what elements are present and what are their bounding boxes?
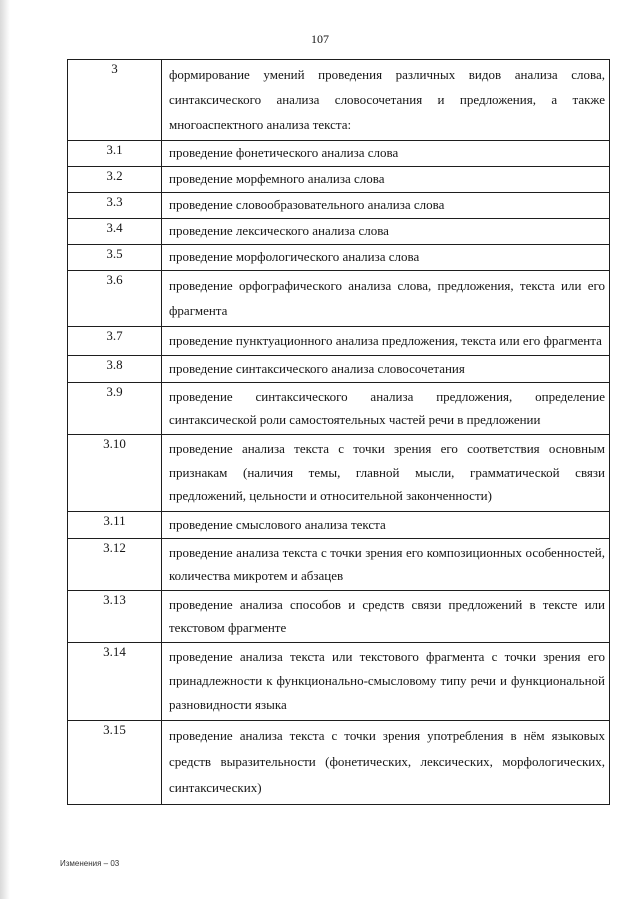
item-description: формирование умений проведения различных видов анализа слова, синтаксического анализа словосочетания и предложения, а также многоаспектного анализа текста: [162, 60, 610, 141]
item-description: проведение анализа текста или текстового фрагмента с точки зрения его принадлежности к функционально-смысловому типу речи и функциональной разновидности языка [162, 642, 610, 720]
table-row [68, 642, 610, 720]
item-number: 3.15 [68, 720, 162, 804]
item-number: 3.3 [68, 193, 162, 219]
table-row [68, 167, 610, 193]
item-description: проведение анализа текста с точки зрения употребления в нём языковых средств выразительности (фонетических, лексических, морфологических, синтаксических) [162, 720, 610, 804]
footer-revision-note: Изменения – 03 [60, 859, 120, 868]
table-row [68, 327, 610, 356]
item-description: проведение анализа текста с точки зрения его композиционных особенностей, количества микротем и абзацев [162, 538, 610, 590]
item-number: 3.2 [68, 167, 162, 193]
table-row [68, 590, 610, 642]
table-row [68, 60, 610, 141]
item-description: проведение фонетического анализа слова [162, 141, 610, 167]
table-row [68, 383, 610, 435]
table-row [68, 356, 610, 383]
item-number: 3.11 [68, 511, 162, 538]
item-description: проведение синтаксического анализа словосочетания [162, 356, 610, 383]
item-description: проведение морфологического анализа слова [162, 245, 610, 271]
item-number: 3.7 [68, 327, 162, 356]
requirements-table [67, 59, 610, 805]
item-number: 3.1 [68, 141, 162, 167]
item-number: 3.4 [68, 219, 162, 245]
item-number: 3.6 [68, 271, 162, 327]
item-number: 3.9 [68, 383, 162, 435]
scan-edge-shadow [0, 0, 10, 899]
item-number: 3.10 [68, 435, 162, 512]
item-number: 3.8 [68, 356, 162, 383]
item-number: 3 [68, 60, 162, 141]
item-number: 3.5 [68, 245, 162, 271]
item-description: проведение словообразовательного анализа слова [162, 193, 610, 219]
item-description: проведение синтаксического анализа предложения, определение синтаксической роли самостоятельных частей речи в предложении [162, 383, 610, 435]
item-description: проведение анализа способов и средств связи предложений в тексте или текстовом фрагменте [162, 590, 610, 642]
table-row [68, 245, 610, 271]
page-number: 107 [311, 32, 329, 46]
table-row [68, 219, 610, 245]
table-row [68, 141, 610, 167]
item-number: 3.14 [68, 642, 162, 720]
table-row [68, 193, 610, 219]
table-row [68, 271, 610, 327]
table-row [68, 538, 610, 590]
item-number: 3.12 [68, 538, 162, 590]
item-description: проведение морфемного анализа слова [162, 167, 610, 193]
item-description: проведение смыслового анализа текста [162, 511, 610, 538]
item-description: проведение лексического анализа слова [162, 219, 610, 245]
requirements-table-body [68, 60, 610, 805]
item-description: проведение анализа текста с точки зрения его соответствия основным признакам (наличия темы, главной мысли, грамматической связи предложений, цельности и относительной законченности) [162, 435, 610, 512]
item-number: 3.13 [68, 590, 162, 642]
item-description: проведение пунктуационного анализа предложения, текста или его фрагмента [162, 327, 610, 356]
item-description: проведение орфографического анализа слова, предложения, текста или его фрагмента [162, 271, 610, 327]
table-row [68, 435, 610, 512]
table-row [68, 511, 610, 538]
table-row [68, 720, 610, 804]
